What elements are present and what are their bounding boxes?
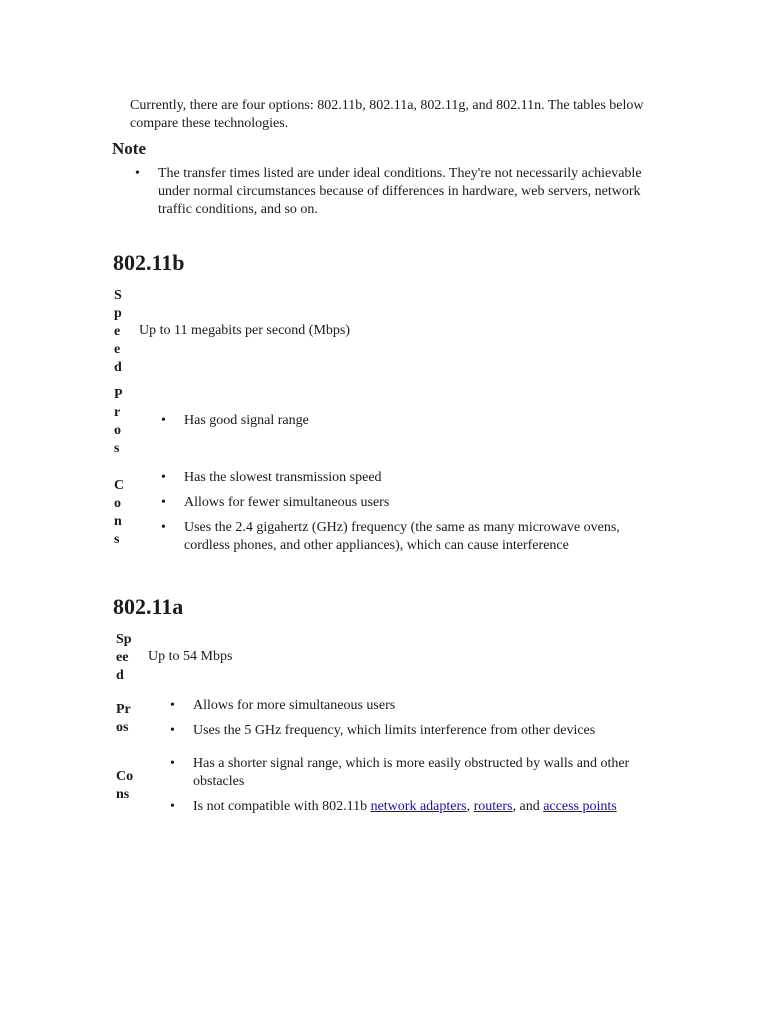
speed-value: Up to 54 Mbps bbox=[148, 649, 233, 664]
note-item: • The transfer times listed are under ideal conditions. They're not necessarily achievable under normal circumstances because of differences in hardware, web servers, network traffic conditions, and so on. bbox=[135, 165, 655, 219]
list-item: • Uses the 5 GHz frequency, which limits interference from other devices bbox=[170, 722, 670, 740]
cons-list bbox=[161, 469, 666, 555]
separator-text: , and bbox=[512, 799, 544, 814]
intro-paragraph: Currently, there are four options: 802.11b, 802.11a, 802.11g, and 802.11n. The tables below compare these technologies. bbox=[130, 98, 644, 131]
list-item: • Has good signal range bbox=[161, 412, 661, 430]
compat-text: Is not compatible with 802.11b bbox=[193, 799, 371, 814]
list-item: • Has a shorter signal range, which is more easily obstructed by walls and other obstacles bbox=[170, 755, 670, 791]
section-title-802-11b: 802.11b bbox=[113, 250, 185, 275]
list-item: • Has the slowest transmission speed bbox=[161, 469, 666, 487]
list-item: • Uses the 2.4 gigahertz (GHz) frequency (the same as many microwave ovens, cordless phones, and other appliances), which can cause interference bbox=[161, 519, 666, 555]
cons-list bbox=[170, 755, 670, 816]
pros-label: P r o s bbox=[114, 387, 123, 456]
pros-list bbox=[161, 412, 661, 430]
list-item bbox=[170, 798, 670, 816]
speed-label: S p e e d bbox=[114, 288, 122, 375]
access-points-link[interactable]: access points bbox=[543, 799, 617, 814]
list-item: • Allows for more simultaneous users bbox=[170, 697, 670, 715]
pros-list bbox=[170, 697, 670, 740]
cons-label: Co ns bbox=[116, 769, 134, 802]
cons-label: C o n s bbox=[114, 478, 125, 547]
note-list bbox=[135, 165, 655, 219]
section-title-802-11a: 802.11a bbox=[113, 594, 184, 619]
separator-text: , bbox=[466, 799, 474, 814]
network-adapters-link[interactable]: network adapters bbox=[370, 799, 467, 814]
speed-label: Sp ee d bbox=[116, 632, 132, 683]
speed-value: Up to 11 megabits per second (Mbps) bbox=[139, 323, 350, 338]
list-item: • Allows for fewer simultaneous users bbox=[161, 494, 666, 512]
note-heading: Note bbox=[112, 139, 146, 158]
routers-link[interactable]: routers bbox=[473, 799, 513, 814]
pros-label: Pr os bbox=[116, 702, 131, 735]
